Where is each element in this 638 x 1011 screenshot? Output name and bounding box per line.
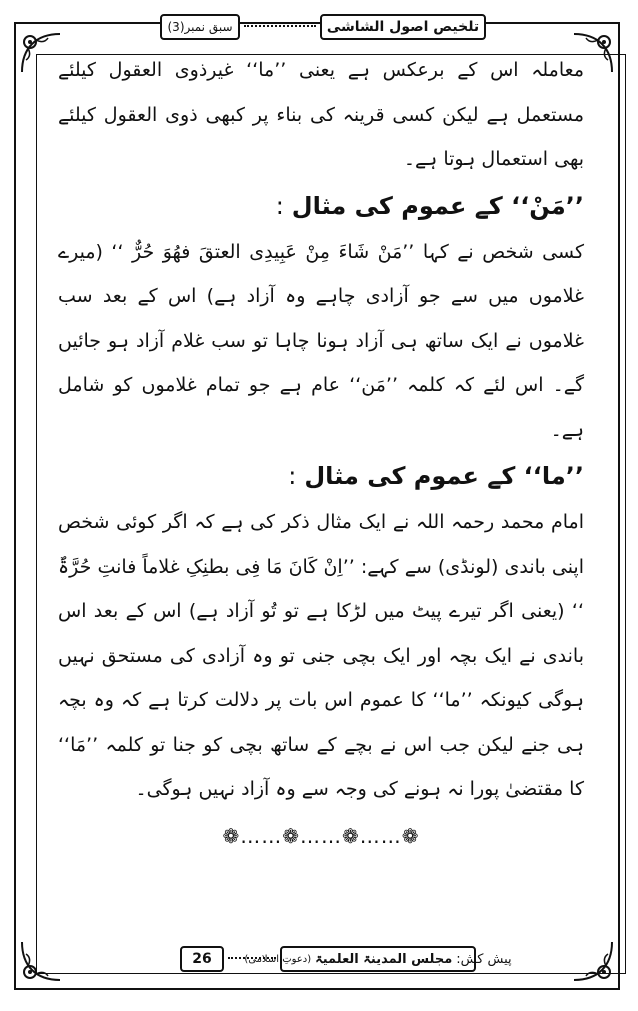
page-number: 26 xyxy=(180,946,224,972)
page-content xyxy=(58,48,584,856)
book-title: تلخیص اصول الشاشی xyxy=(320,14,486,40)
heading-ma-text: ’’ما‘‘ کے عموم کی مثال xyxy=(304,462,584,490)
publisher-prefix: پیش کش: xyxy=(456,951,512,967)
heading-ma-example xyxy=(58,452,584,500)
header-dotted-connector xyxy=(244,25,316,29)
flower-icon: ❁ xyxy=(401,823,420,848)
publisher-label xyxy=(244,946,512,972)
heading-man-text: ’’مَنْ‘‘ کے عموم کی مثال xyxy=(291,191,584,220)
heading-colon: : xyxy=(288,462,297,490)
divider-dots: …… xyxy=(359,823,402,848)
publisher-subtitle: (دعوتِ اسلامی) xyxy=(244,953,312,965)
page-footer xyxy=(170,946,512,976)
lesson-number-label: سبق نمبر(3) xyxy=(160,14,240,40)
divider-dots: …… xyxy=(240,823,283,848)
flower-icon: ❁ xyxy=(342,823,360,848)
corner-ornament-icon xyxy=(570,938,616,984)
paragraph-intro: معاملہ اس کے برعکس ہے یعنی ’’ما‘‘ غیرذوی العقول کیلئے مستعمل ہے لیکن کسی قرینہ کی بناء پر کبھی ذوی العقول کیلئے بھی استعمال ہوتا ہے۔ xyxy=(58,59,584,170)
section-divider xyxy=(58,816,584,856)
heading-man-example xyxy=(58,182,584,230)
flower-icon: ❁ xyxy=(282,823,300,848)
publisher-name: مجلس المدینۃ العلمیۃ xyxy=(315,951,453,967)
divider-dots: …… xyxy=(300,823,342,848)
paragraph-ma-example: امام محمد رحمہ اللہ نے ایک مثال ذکر کی ہے کہ اگر کوئی شخص اپنی باندی (لونڈی) سے کہے: ’’اِنْ کَانَ مَا فِی بطنِکِ غلاماً فانتِ حُرَّۃٌ ‘‘ (یعنی اگر تیرے پیٹ میں لڑکا ہے تو تُو آزاد ہے) اس کے بعد اس باندی نے ایک بچہ اور ایک بچی جنی تو وہ آزادی کی مستحق نہیں ہوگی کیونکہ ’’ما‘‘ کا عموم اس بات پر دلالت کرتا ہے کہ وہ بچہ ہی جنے لیکن جب اس نے بچے کے ساتھ بچی کو جنا تو کلمہ ’’مَا‘‘ کا مقتضیٰ پورا نہ ہونے کی وجہ سے وہ آزاد نہیں ہوگی۔ xyxy=(58,511,584,800)
page-header xyxy=(160,14,490,46)
flower-icon: ❁ xyxy=(222,823,241,848)
corner-ornament-icon xyxy=(18,938,64,984)
paragraph-man-example: کسی شخص نے کہا ’’مَنْ شَاءَ مِنْ عَبِیدِی العتقَ فھُوَ حُرٌّ ‘‘ (میرے غلاموں میں سے جو آزادی چاہے وہ آزاد ہے) اس کے بعد سب غلاموں نے ایک ساتھ ہی آزاد ہونا چاہا تو سب غلام آزاد ہو جائیں گے۔ اس لئے کہ کلمہ ’’مَن‘‘ عام ہے جو تمام غلاموں کو شامل ہے۔ xyxy=(58,240,584,441)
heading-colon: : xyxy=(275,191,284,220)
